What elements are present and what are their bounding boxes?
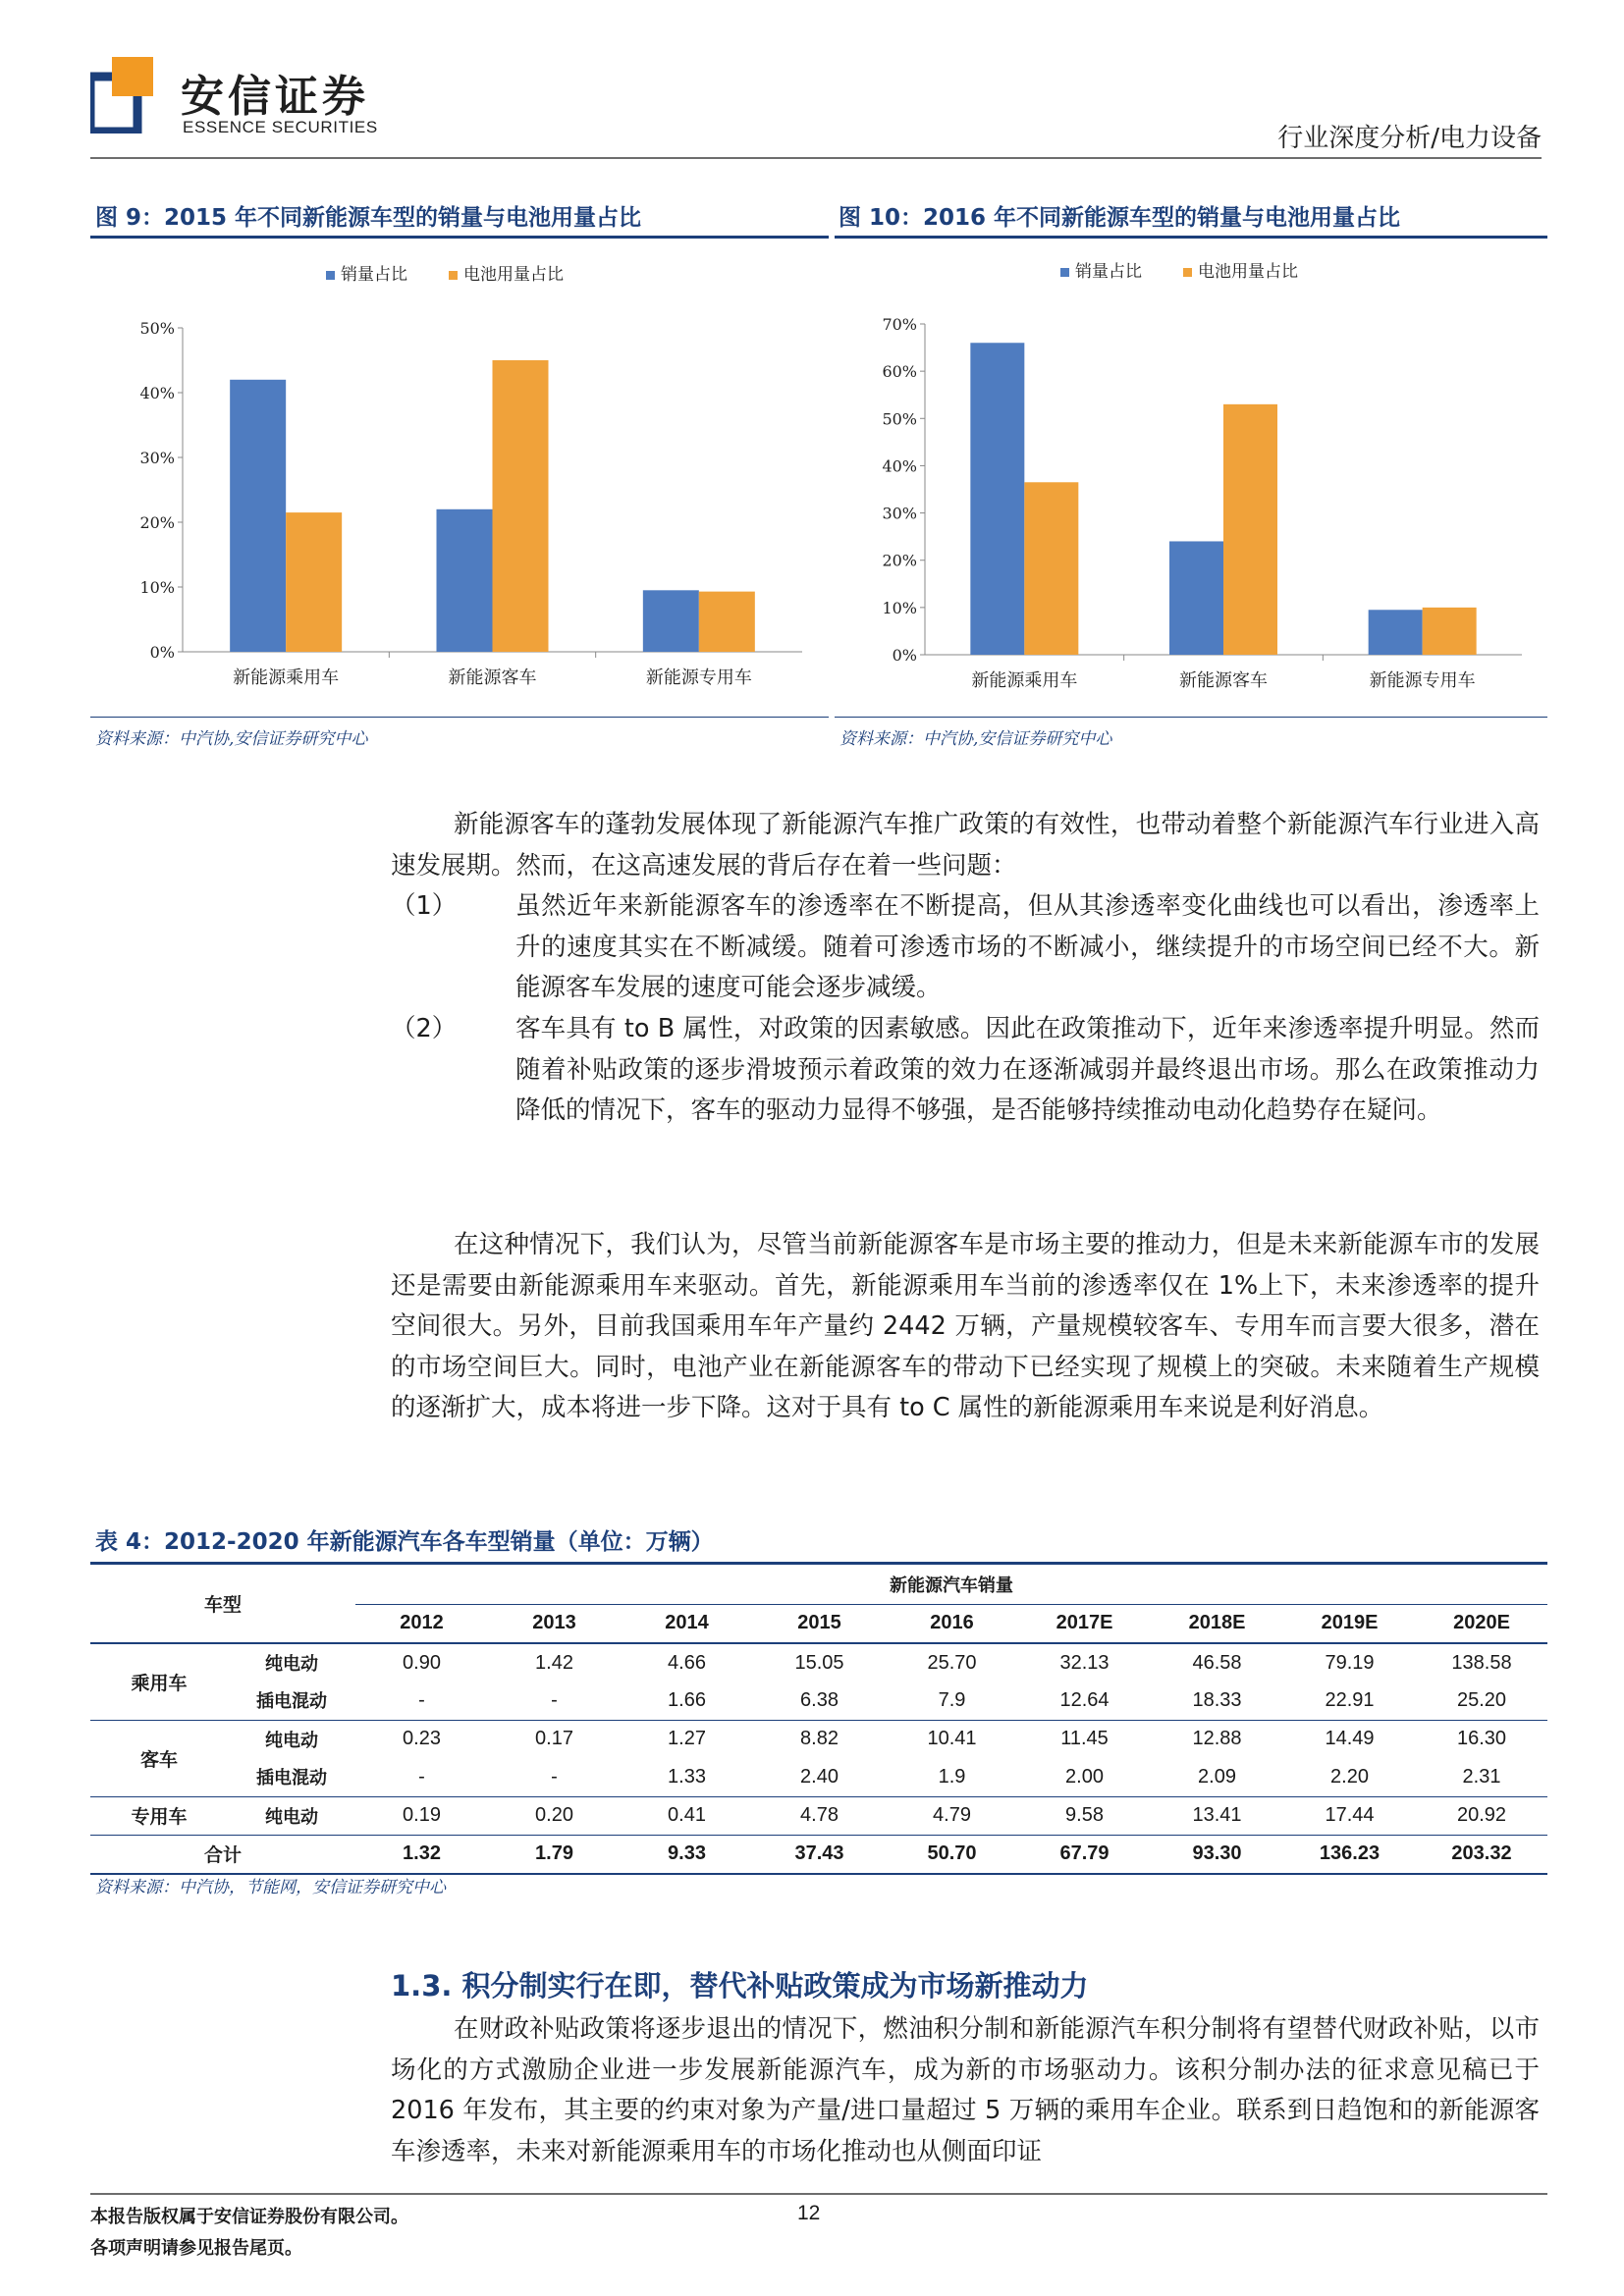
section-paragraph: 在财政补贴政策将逐步退出的情况下，燃油积分制和新能源汽车积分制将有望替代财政补贴，以市场化的方式激励企业进一步发展新能源汽车，成为新的市场驱动力。该积分制办法的征求意见稿已于 2016 年发布，其主要的约束对象为产量/进口量超过 5 万辆的乘用车企业。联系到日趋饱和的新能源客车渗透率，未来对新能源乘用车的市场化推动也从侧面印证 [391,2014,1540,2166]
table-row [90,1758,1547,1796]
list-item-1-text: 虽然近年来新能源客车的渗透率在不断提高，但从其渗透率变化曲线也可以看出，渗透率上升的速度其实在不断减缓。随着可渗透市场的不断减小，继续提升的市场空间已经不大。新能源客车发展的速度可能会逐步减缓。 [515,891,1540,1002]
table-cell: 10.41 [886,1720,1018,1758]
company-logo [90,57,414,145]
table-cell: 25.20 [1456,1688,1507,1711]
y-tick-label-1: 10% [139,578,175,597]
x-tick-label-2: 新能源专用车 [1369,670,1476,691]
table-cell: 7.9 [938,1688,966,1711]
footer-copyright: 本报告版权属于安信证券股份有限公司。 [90,2207,408,2227]
y-tick-label-0: 0% [149,643,175,662]
company-name-en: ESSENCE SECURITIES [183,118,378,136]
y-tick-label-3: 30% [882,504,917,523]
legend-swatch-0 [326,271,335,280]
table-total-cell: 9.33 [621,1835,753,1874]
table-4-caption: 表 4：2012-2020 年新能源汽车各车型销量（单位：万辆） [95,1529,714,1555]
table-sub-label: 纯电动 [228,1796,355,1835]
table-cell: 0.19 [355,1796,488,1835]
table-total-cell: 93.30 [1151,1835,1283,1874]
list-item-2-text: 客车具有 to B 属性，对政策的因素敏感。因此在政策推动下，近年来渗透率提升明显。然而随着补贴政策的逐步滑坡预示着政策的效力在逐渐减弱并最终退出市场。那么在政策推动力降低的情况下，客车的驱动力显得不够强，是否能够持续推动电动化趋势存在疑问。 [515,1014,1540,1125]
table-cell: 0.41 [621,1796,753,1835]
table-header-type: 车型 [203,1594,242,1616]
table-row [90,1796,1547,1835]
table-cell: 17.44 [1283,1796,1416,1835]
table-total-cell: 136.23 [1283,1835,1416,1874]
table-sub-label: 插电混动 [256,1691,327,1713]
page-number: 12 [797,2202,821,2224]
table-cell: 0.17 [488,1720,621,1758]
table-cell: 2.09 [1198,1765,1236,1788]
table-year-6: 2018E [1188,1612,1246,1634]
legend-label-1: 电池用量占比 [1198,262,1298,282]
table-cell: - [418,1688,425,1711]
table-cell: 32.13 [1018,1643,1151,1682]
table-row [90,1720,1547,1758]
table-cell: 2.00 [1065,1765,1104,1788]
figure-9-source: 资料来源：中汽协,安信证券研究中心 [95,729,368,749]
table-cell: - [551,1765,558,1788]
table-total-cell: 203.32 [1416,1835,1547,1874]
bar-1-1-0 [1024,482,1078,655]
table-total-cell: 67.79 [1018,1835,1151,1874]
section-heading: 1.3. 积分制实行在即，替代补贴政策成为市场新推动力 [391,1969,1089,2002]
table-cell: 22.91 [1325,1688,1375,1711]
y-tick-label-4: 40% [882,456,917,476]
table-total-row [90,1835,1547,1874]
table-cell: 12.88 [1151,1720,1283,1758]
table-cell: 4.79 [886,1796,1018,1835]
sales-table [90,1565,1547,1875]
table-cell: 1.9 [938,1765,966,1788]
table-total-cell: 50.70 [886,1835,1018,1874]
bar-1-0-1 [1169,541,1223,655]
legend-label-0: 销量占比 [341,265,407,285]
x-tick-label-1: 新能源客车 [1179,670,1268,691]
bar-0-0-1 [437,509,493,652]
table-cell: 2.40 [800,1765,839,1788]
table-sub-label: 插电混动 [256,1768,327,1789]
table-cell: 8.82 [753,1720,886,1758]
table-cell: 25.70 [886,1643,1018,1682]
table-sub-label: 纯电动 [228,1643,355,1682]
bar-1-1-1 [1223,404,1277,655]
figure-10-caption-rule [835,236,1547,239]
x-tick-label-0: 新能源乘用车 [233,667,340,688]
y-tick-label-2: 20% [882,551,917,570]
legend-label-0: 销量占比 [1075,262,1142,282]
report-type: 行业深度分析/电力设备 [1277,124,1542,153]
bar-0-1-1 [493,360,549,652]
table-cell: 14.49 [1283,1720,1416,1758]
list-item-1-number: （1） [391,891,458,921]
table-cell: 0.23 [355,1720,488,1758]
y-tick-label-1: 10% [882,598,917,617]
figure-9-source-rule [90,717,829,718]
table-group-label: 客车 [90,1720,228,1796]
footer-disclaimer: 各项声明请参见报告尾页。 [90,2238,302,2259]
legend-swatch-1 [449,271,458,280]
legend-swatch-0 [1060,268,1069,277]
table-cell: 46.58 [1151,1643,1283,1682]
table-year-3: 2015 [797,1612,841,1634]
bar-1-1-2 [1423,608,1477,655]
legend-swatch-1 [1183,268,1192,277]
table-year-4: 2016 [930,1612,974,1634]
table-row [90,1682,1547,1720]
table-cell: 1.42 [488,1643,621,1682]
x-tick-label-2: 新能源专用车 [645,667,752,688]
table-total-label: 合计 [90,1835,355,1874]
table-cell: 16.30 [1416,1720,1547,1758]
figure-9-caption: 图 9：2015 年不同新能源车型的销量与电池用量占比 [95,205,642,231]
table-cell: 1.33 [668,1765,706,1788]
company-name-cn: 安信证券 [181,72,369,122]
body-paragraph-1: 新能源客车的蓬勃发展体现了新能源汽车推广政策的有效性，也带动着整个新能源汽车行业进入高速发展期。然而，在这高速发展的背后存在着一些问题： [391,810,1540,881]
bar-1-0-2 [1369,610,1423,655]
y-tick-label-3: 30% [139,449,175,467]
bar-1-0-0 [970,343,1024,655]
table-year-5: 2017E [1056,1612,1113,1634]
table-year-2: 2014 [665,1612,709,1634]
table-cell: 2.20 [1330,1765,1369,1788]
table-cell: 11.45 [1018,1720,1151,1758]
table-year-1: 2013 [532,1612,576,1634]
table-cell: 4.66 [621,1643,753,1682]
table-cell: 4.78 [753,1796,886,1835]
x-tick-label-0: 新能源乘用车 [971,670,1078,691]
table-year-0: 2012 [400,1612,444,1634]
figure-9-caption-rule [90,236,829,239]
figure-10-source: 资料来源：中汽协,安信证券研究中心 [839,729,1112,749]
figure-10-source-rule [835,717,1547,718]
table-cell: 138.58 [1416,1643,1547,1682]
y-tick-label-4: 40% [139,384,175,402]
table-4-source: 资料来源：中汽协，节能网，安信证券研究中心 [95,1878,446,1897]
table-row [90,1643,1547,1682]
y-tick-label-0: 0% [892,646,917,665]
list-item-2-number: （2） [391,1014,458,1043]
body-paragraph-2: 在这种情况下，我们认为，尽管当前新能源客车是市场主要的推动力，但是未来新能源车市的发展还是需要由新能源乘用车来驱动。首先，新能源乘用车当前的渗透率仅在 1%上下，未来渗透率的提升空间很大。另外，目前我国乘用车年产量约 2442 万辆，产量规模较客车、专用车而言要大很多，潜在的市场空间巨大。同时，电池产业在新能源客车的带动下已经实现了规模上的突破。未来随着生产规模的逐渐扩大，成本将进一步下降。这对于具有 to C 属性的新能源乘用车来说是利好消息。 [391,1230,1540,1422]
y-tick-label-2: 20% [139,513,175,532]
table-cell: - [418,1765,425,1788]
table-cell: 20.92 [1416,1796,1547,1835]
table-total-cell: 1.79 [488,1835,621,1874]
table-cell: 18.33 [1192,1688,1242,1711]
figure-10-chart [835,240,1547,711]
table-cell: 0.90 [355,1643,488,1682]
table-cell: 9.58 [1018,1796,1151,1835]
table-total-cell: 37.43 [753,1835,886,1874]
bar-0-1-2 [699,592,755,652]
table-cell: 15.05 [753,1643,886,1682]
table-cell: 13.41 [1151,1796,1283,1835]
x-tick-label-1: 新能源客车 [448,667,537,688]
table-cell: 1.27 [621,1720,753,1758]
table-cell: - [551,1688,558,1711]
table-cell: 12.64 [1059,1688,1110,1711]
table-total-cell: 1.32 [355,1835,488,1874]
table-header-group: 新能源汽车销量 [355,1565,1547,1604]
y-tick-label-6: 60% [882,362,917,382]
table-year-7: 2019E [1321,1612,1379,1634]
table-cell: 6.38 [800,1688,839,1711]
figure-9-chart [90,240,829,711]
y-tick-label-5: 50% [139,319,175,338]
y-tick-label-5: 50% [882,409,917,429]
table-header-row [90,1565,1547,1604]
header-divider [90,157,1542,159]
table-cell: 2.31 [1462,1765,1501,1788]
table-group-label: 乘用车 [90,1643,228,1720]
table-sub-label: 纯电动 [228,1720,355,1758]
table-group-label: 专用车 [90,1796,228,1835]
bar-0-1-0 [286,512,342,652]
table-cell: 79.19 [1283,1643,1416,1682]
legend-label-1: 电池用量占比 [463,265,564,285]
bar-0-0-2 [643,590,699,652]
y-tick-label-7: 70% [882,315,917,334]
table-year-8: 2020E [1453,1612,1510,1634]
table-cell: 0.20 [488,1796,621,1835]
footer-divider [90,2193,1547,2195]
logo-mark-icon [90,57,153,133]
table-cell: 1.66 [668,1688,706,1711]
bar-0-0-0 [230,380,286,652]
figure-10-caption: 图 10：2016 年不同新能源车型的销量与电池用量占比 [839,205,1401,231]
